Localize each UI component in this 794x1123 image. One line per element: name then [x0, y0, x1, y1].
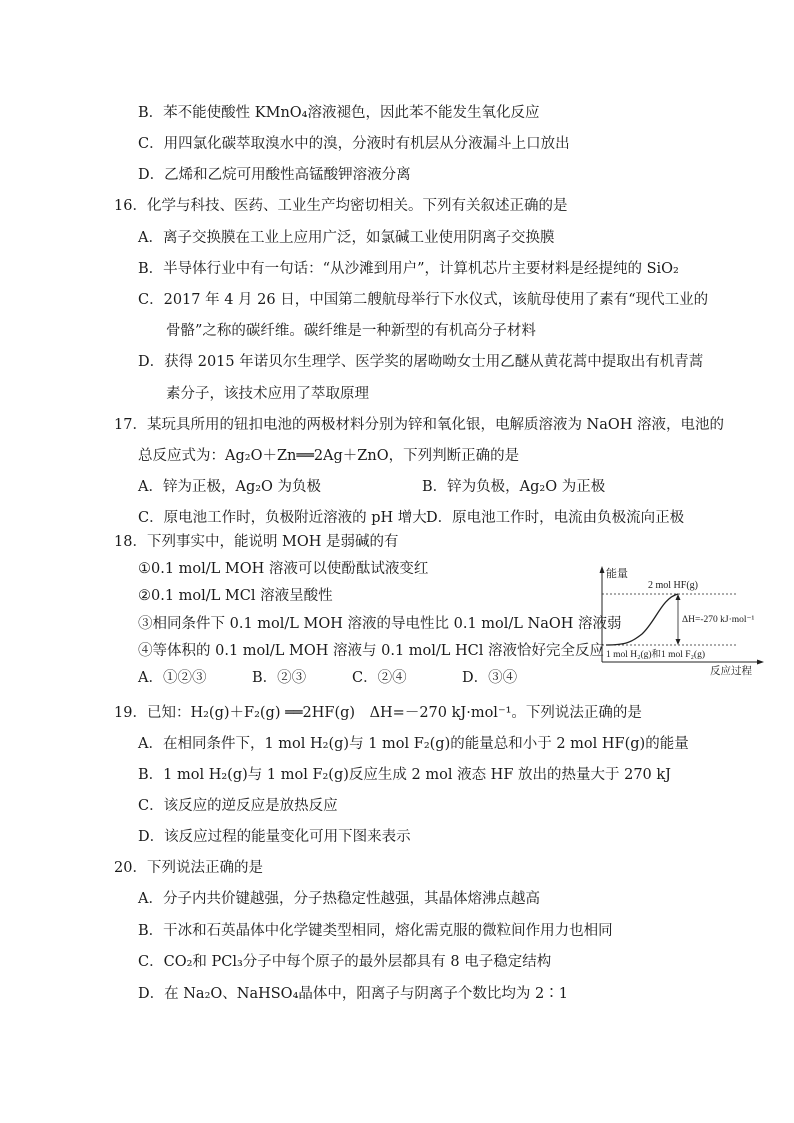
energy-reaction-curve — [606, 594, 678, 645]
energy-x-label: 反应过程 — [710, 666, 752, 677]
option-16d-line1: D．获得 2015 年诺贝尔生理学、医学奖的屠呦呦女士用乙醚从黄花蒿中提取出有机青蒿 — [138, 354, 704, 370]
energy-dh-arrow-head-bottom — [676, 639, 681, 645]
question-20: 20．下列说法正确的是 — [114, 860, 263, 876]
option-19c: C．该反应的逆反应是放热反应 — [138, 798, 338, 814]
option-16a: A．离子交换膜在工业上应用广泛，如氯碱工业使用阴离子交换膜 — [138, 230, 555, 246]
option-20b: B．干冰和石英晶体中化学键类型相同，熔化需克服的微粒间作用力也相同 — [138, 923, 613, 939]
option-17d: D．原电池工作时，电流由负极流向正极 — [426, 510, 685, 526]
energy-bottom-label: 1 mol H₂(g)和1 mol F₂(g) — [606, 650, 705, 660]
energy-axis-x-arrow — [757, 660, 764, 665]
option-20d: D．在 Na₂O、NaHSO₄晶体中，阳离子与阴离子个数比均为 2∶1 — [138, 986, 568, 1002]
option-16d-line2: 素分子，该技术应用了萃取原理 — [166, 386, 369, 402]
option-17c: C．原电池工作时，负极附近溶液的 pH 增大 — [138, 510, 427, 526]
option-18b: B．②③ — [252, 670, 307, 686]
option-16c-line2: 骨骼”之称的碳纤维。碳纤维是一种新型的有机高分子材料 — [166, 323, 536, 339]
statement-18-3: ③相同条件下 0.1 mol/L MOH 溶液的导电性比 0.1 mol/L NaOH 溶液弱 — [138, 616, 622, 632]
statement-18-4: ④等体积的 0.1 mol/L MOH 溶液与 0.1 mol/L HCl 溶液恰好完全反应 — [138, 643, 605, 659]
option-17b: B．锌为负极，Ag₂O 为正极 — [422, 479, 606, 495]
option-20c: C．CO₂和 PCl₃分子中每个原子的最外层都具有 8 电子稳定结构 — [138, 954, 552, 970]
option-18c: C．②④ — [352, 670, 407, 686]
option-17a: A．锌为正极，Ag₂O 为负极 — [138, 479, 322, 495]
option-20a: A．分子内共价键越强，分子热稳定性越强，其晶体熔沸点越高 — [138, 891, 540, 907]
option-15b: B．苯不能使酸性 KMnO₄溶液褪色，因此苯不能发生氧化反应 — [138, 105, 540, 121]
option-15d: D．乙烯和乙烷可用酸性高锰酸钾溶液分离 — [138, 167, 411, 183]
energy-diagram — [598, 566, 764, 678]
question-19: 19．已知：H₂(g)＋F₂(g) ══2HF(g) ΔH=－270 kJ·mol⁻¹。下列说法正确的是 — [114, 705, 642, 721]
question-18: 18．下列事实中，能说明 MOH 是弱碱的有 — [114, 534, 399, 550]
option-15c: C．用四氯化碳萃取溴水中的溴，分液时有机层从分液漏斗上口放出 — [138, 136, 570, 152]
statement-18-2: ②0.1 mol/L MCl 溶液呈酸性 — [138, 588, 333, 604]
statement-18-1: ①0.1 mol/L MOH 溶液可以使酚酞试液变红 — [138, 561, 429, 577]
option-18a: A．①②③ — [138, 670, 207, 686]
option-18d: D．③④ — [462, 670, 518, 686]
energy-y-label: 能量 — [606, 568, 628, 580]
option-16b: B．半导体行业中有一句话：“从沙滩到用户”，计算机芯片主要材料是经提纯的 SiO₂ — [138, 261, 679, 277]
question-16: 16．化学与科技、医药、工业生产均密切相关。下列有关叙述正确的是 — [114, 198, 568, 214]
question-17-line2: 总反应式为：Ag₂O＋Zn══2Ag＋ZnO，下列判断正确的是 — [138, 448, 520, 464]
option-19d: D．该反应过程的能量变化可用下图来表示 — [138, 829, 411, 845]
option-16c-line1: C．2017 年 4 月 26 日，中国第二艘航母举行下水仪式，该航母使用了素有“现代工业的 — [138, 292, 709, 308]
option-19b: B．1 mol H₂(g)与 1 mol F₂(g)反应生成 2 mol 液态 HF 放出的热量大于 270 kJ — [138, 767, 671, 783]
energy-dh-label: ΔH=-270 kJ·mol⁻¹ — [682, 615, 755, 625]
energy-top-label: 2 mol HF(g) — [648, 580, 698, 591]
question-17-line1: 17．某玩具所用的钮扣电池的两极材料分别为锌和氧化银，电解质溶液为 NaOH 溶液，电池的 — [114, 417, 725, 433]
option-19a: A．在相同条件下，1 mol H₂(g)与 1 mol F₂(g)的能量总和小于 2 mol HF(g)的能量 — [138, 736, 689, 752]
energy-axis-y-arrow — [600, 566, 605, 573]
